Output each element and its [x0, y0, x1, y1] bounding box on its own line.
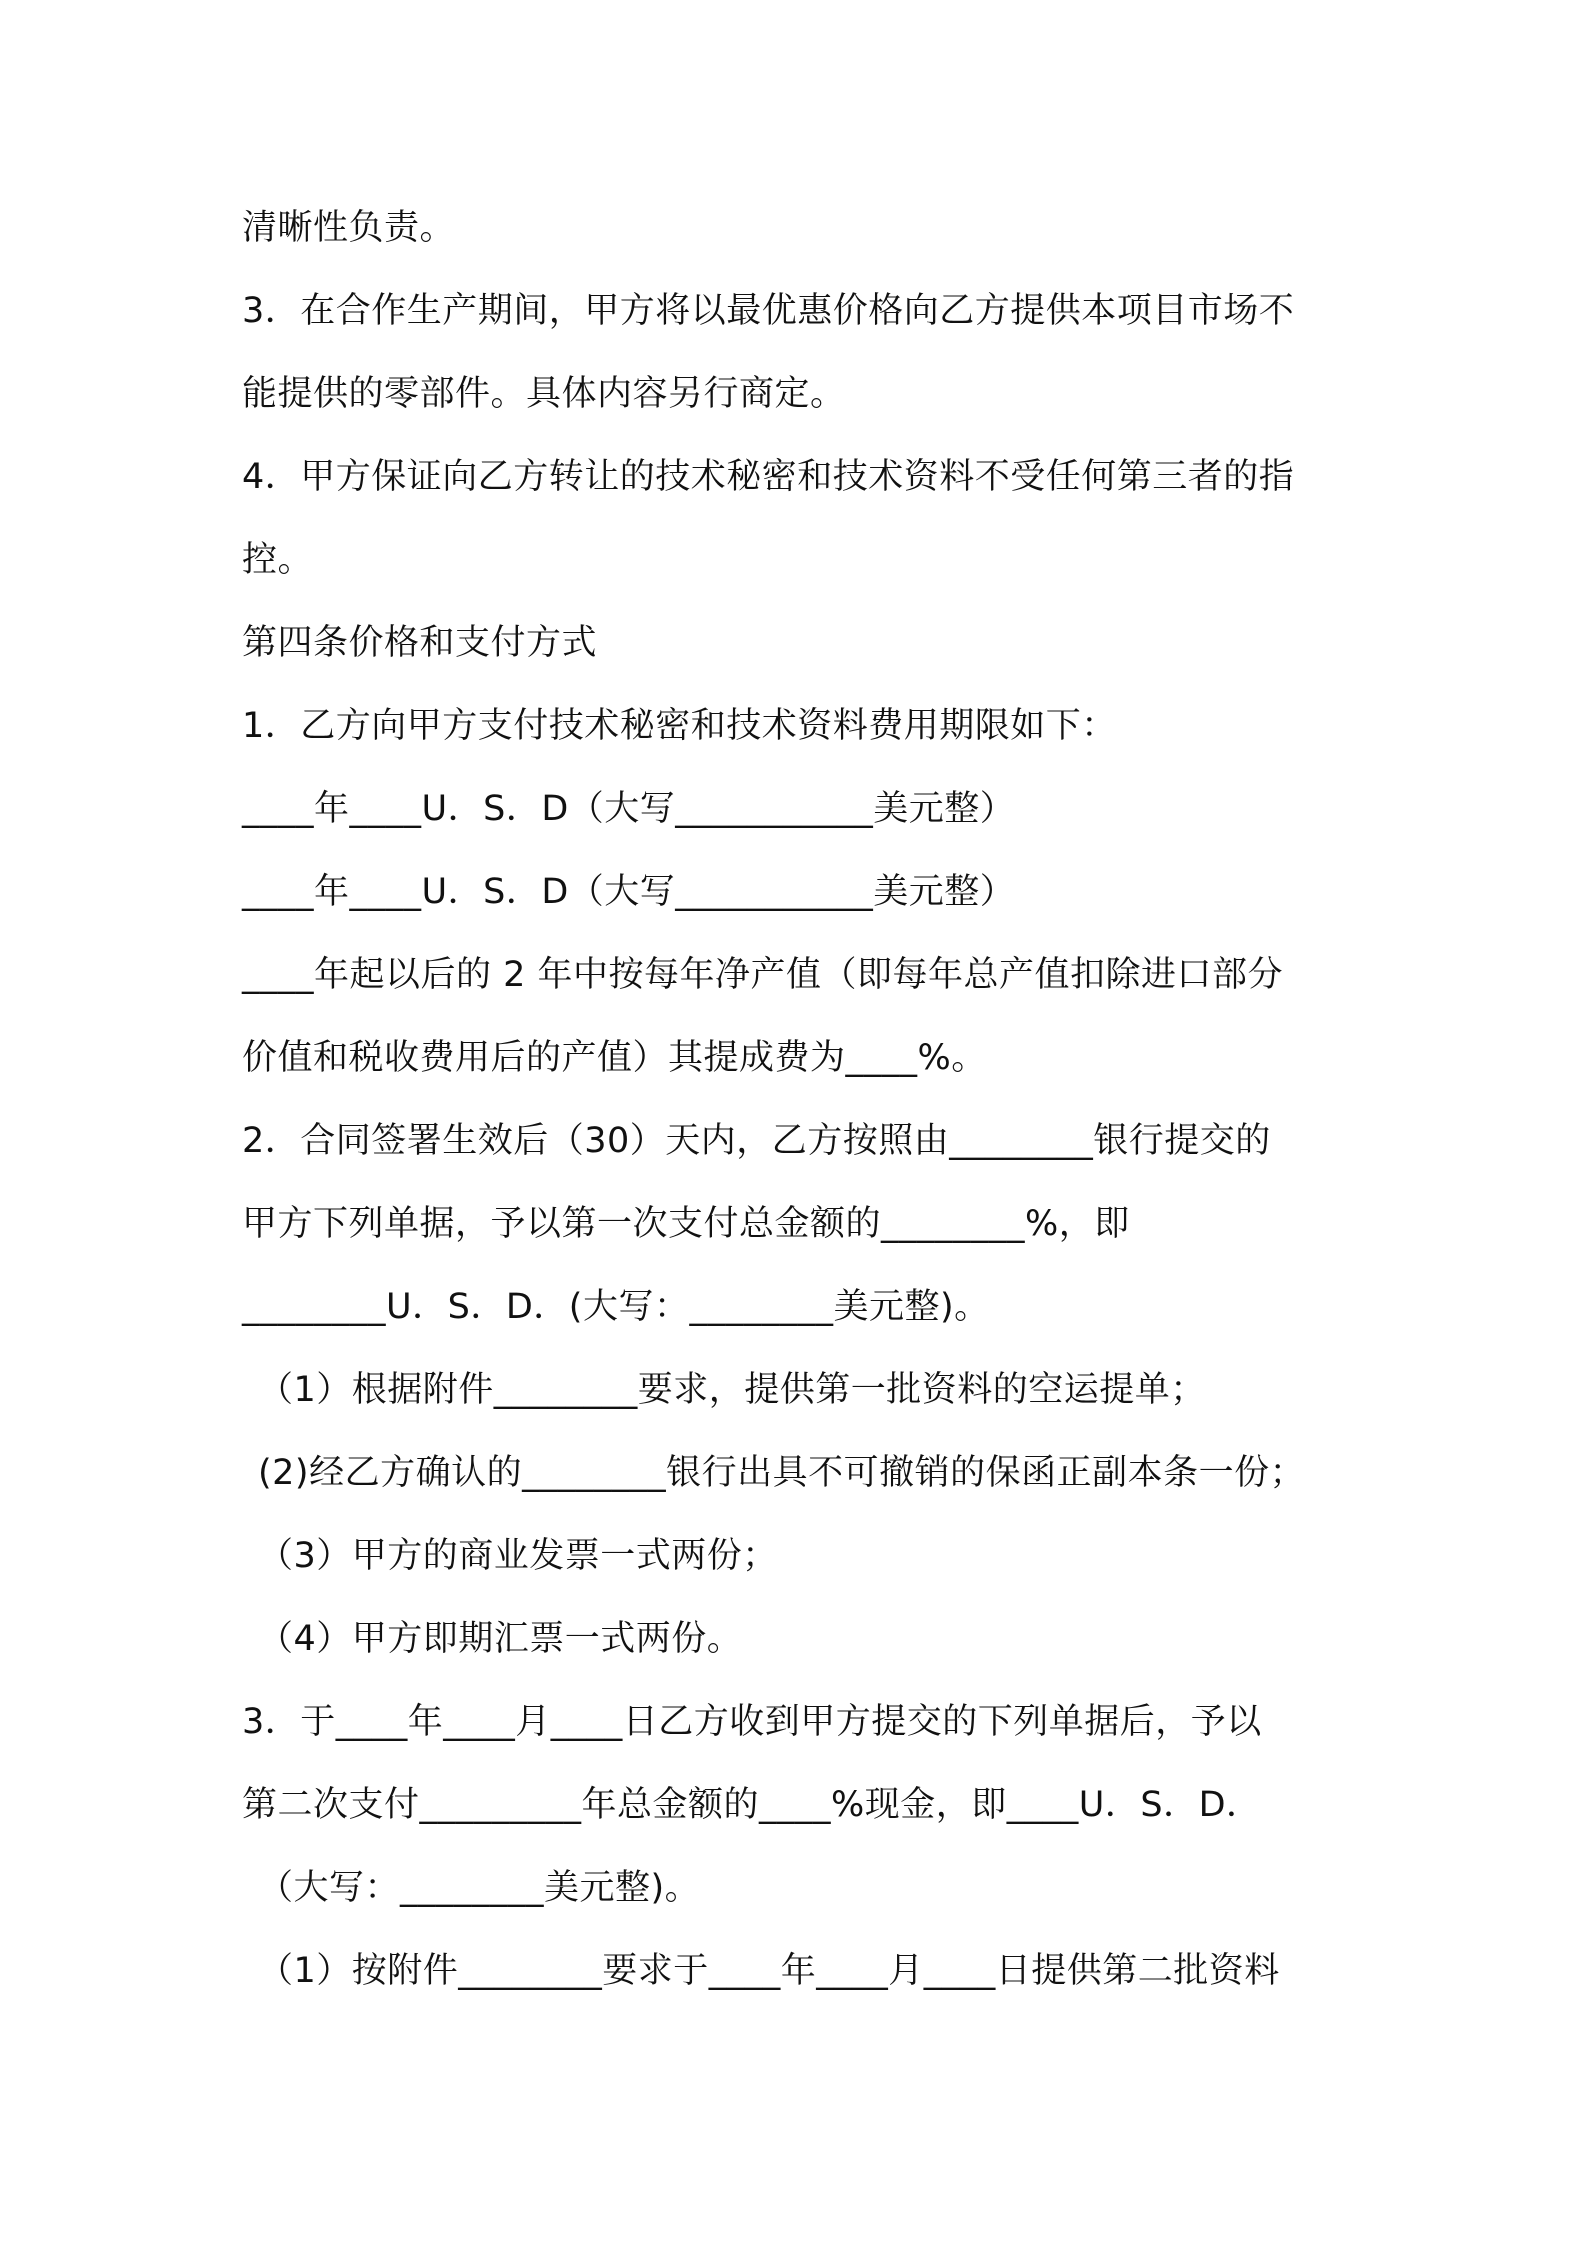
text-line: 第二次支付_________年总金额的____%现金，即____U．S．D．	[242, 1785, 1262, 1825]
text-line: 3．在合作生产期间，甲方将以最优惠价格向乙方提供本项目市场不	[242, 291, 1295, 331]
list-item: （3）甲方的商业发票一式两份；	[258, 1536, 778, 1576]
list-item: （1）根据附件________要求，提供第一批资料的空运提单；	[258, 1370, 1206, 1410]
text-line: 价值和税收费用后的产值）其提成费为____%。	[242, 1038, 987, 1078]
text-line: 2．合同签署生效后（30）天内，乙方按照由________银行提交的	[242, 1121, 1271, 1161]
text-line: 清晰性负责。	[242, 208, 456, 248]
text-line: ____年____U．S．D（大写___________美元整）	[242, 789, 1016, 829]
text-line: 3．于____年____月____日乙方收到甲方提交的下列单据后，予以	[242, 1702, 1262, 1742]
text-line: 1．乙方向甲方支付技术秘密和技术资料费用期限如下：	[242, 706, 1117, 746]
text-line: ____年起以后的 2 年中按每年净产值（即每年总产值扣除进口部分	[242, 955, 1284, 995]
text-line: （大写：________美元整)。	[258, 1868, 701, 1908]
text-line: 甲方下列单据，予以第一次支付总金额的________%，即	[242, 1204, 1130, 1244]
list-item: （1）按附件________要求于____年____月____日提供第二批资料	[258, 1951, 1280, 1991]
text-line: ________U．S．D．(大写：________美元整)。	[242, 1287, 990, 1327]
list-item: （4）甲方即期汇票一式两份。	[258, 1619, 743, 1659]
text-line: ____年____U．S．D（大写___________美元整）	[242, 872, 1016, 912]
section-heading: 第四条价格和支付方式	[242, 623, 598, 663]
text-line: 4．甲方保证向乙方转让的技术秘密和技术资料不受任何第三者的指	[242, 457, 1295, 497]
text-line: 能提供的零部件。具体内容另行商定。	[242, 374, 846, 414]
text-line: 控。	[242, 540, 314, 580]
list-item: (2)经乙方确认的________银行出具不可撤销的保函正副本条一份；	[258, 1453, 1306, 1493]
